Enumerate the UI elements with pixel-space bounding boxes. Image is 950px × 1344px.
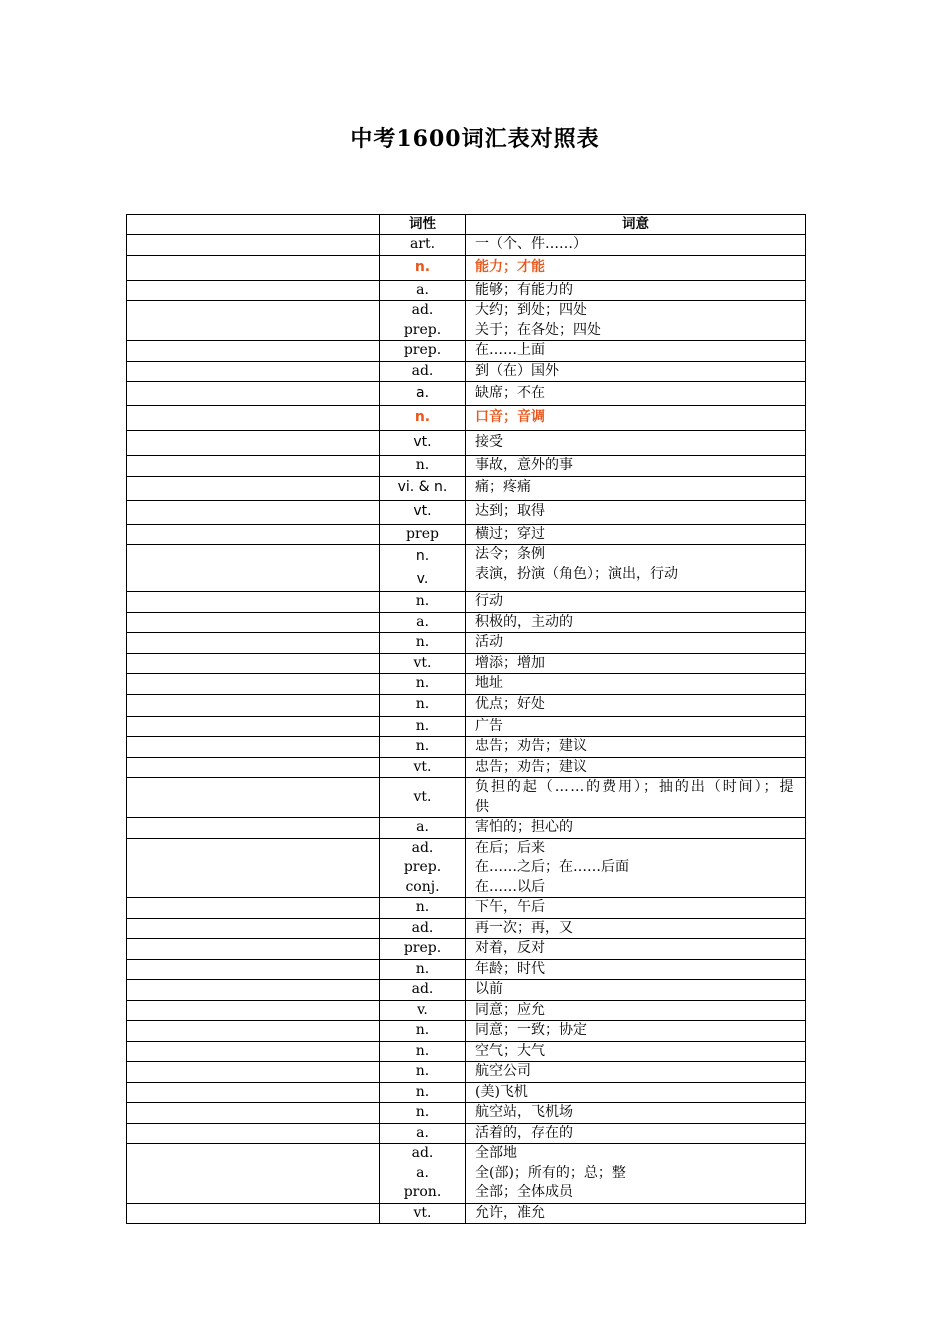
- table-row: [127, 757, 806, 778]
- word-cell: [127, 959, 380, 980]
- meaning-text: 年龄；时代: [475, 960, 545, 977]
- meaning-text: 在……以后: [475, 878, 545, 895]
- part-of-speech: art.: [409, 236, 436, 252]
- word-cell: [127, 818, 380, 839]
- meaning-cell: [466, 838, 806, 898]
- table-row: [127, 341, 806, 362]
- table-row: [127, 545, 806, 592]
- part-of-speech: n.: [415, 593, 430, 609]
- meaning-text: 接受: [475, 434, 503, 451]
- table-row: [127, 1000, 806, 1021]
- meaning-text: 允许，准允: [475, 1204, 545, 1221]
- table-row: [127, 280, 806, 301]
- meaning-cell: [466, 1123, 806, 1144]
- part-of-speech: n.: [414, 258, 431, 275]
- word-cell: [127, 653, 380, 674]
- pos-cell: [380, 545, 466, 592]
- pos-cell: [380, 592, 466, 613]
- vocabulary-table: [126, 214, 806, 1224]
- table-row: [127, 1203, 806, 1224]
- meaning-text: 同意；应允: [475, 1001, 545, 1018]
- meaning-text: 空气；大气: [475, 1042, 545, 1059]
- pos-cell: [380, 1000, 466, 1021]
- pos-cell: [380, 406, 466, 431]
- meaning-cell: [466, 633, 806, 654]
- part-of-speech: v.: [416, 571, 429, 587]
- pos-cell: [380, 959, 466, 980]
- pos-cell: [380, 653, 466, 674]
- word-cell: [127, 361, 380, 382]
- pos-cell: [380, 737, 466, 758]
- part-of-speech: a.: [415, 384, 430, 401]
- meaning-text: 地址: [475, 675, 503, 691]
- header-word: [127, 215, 380, 235]
- part-of-speech: ad.: [411, 839, 434, 856]
- meaning-text: 优点；好处: [475, 696, 545, 713]
- part-of-speech: a.: [416, 1124, 429, 1141]
- table-row: [127, 500, 806, 524]
- meaning-text: 活动: [475, 634, 503, 650]
- part-of-speech: conj.: [405, 878, 440, 895]
- pos-cell: [380, 633, 466, 654]
- meaning-text: 对着，反对: [475, 940, 545, 956]
- meaning-cell: [466, 361, 806, 382]
- meaning-text: 航空站，飞机场: [475, 1104, 573, 1120]
- pos-cell: [380, 500, 466, 524]
- word-cell: [127, 1103, 380, 1124]
- pos-cell: [380, 476, 466, 500]
- part-of-speech: prep: [406, 525, 439, 542]
- table-row: [127, 694, 806, 716]
- meaning-text: 缺席；不在: [475, 384, 545, 401]
- meaning-text: 活着的，存在的: [475, 1124, 573, 1141]
- meaning-text: 害怕的；担心的: [475, 819, 573, 835]
- meaning-text: 大约；到处；四处: [475, 302, 587, 318]
- part-of-speech: n.: [415, 457, 430, 473]
- word-cell: [127, 592, 380, 613]
- table-row: [127, 818, 806, 839]
- meaning-text: 口音；音调: [475, 409, 545, 426]
- table-row: [127, 838, 806, 898]
- pos-cell: [380, 778, 466, 818]
- meaning-text: 同意；一致；协定: [475, 1022, 587, 1038]
- table-row: [127, 1021, 806, 1042]
- meaning-cell: [466, 1000, 806, 1021]
- part-of-speech: a.: [416, 819, 429, 835]
- meaning-cell: [466, 674, 806, 695]
- word-cell: [127, 280, 380, 301]
- meaning-text: 在后；后来: [475, 839, 545, 856]
- meaning-cell: [466, 1203, 806, 1224]
- meaning-cell: [466, 653, 806, 674]
- table-row: [127, 524, 806, 545]
- word-cell: [127, 500, 380, 524]
- table-row: [127, 235, 806, 256]
- meaning-text: 忠告；劝告；建议: [475, 758, 587, 775]
- part-of-speech: a.: [416, 613, 429, 630]
- meaning-text: 下午，午后: [475, 899, 545, 915]
- pos-cell: [380, 1041, 466, 1062]
- table-row: [127, 959, 806, 980]
- meaning-cell: [466, 382, 806, 406]
- table-row: [127, 1082, 806, 1103]
- table-row: [127, 431, 806, 456]
- part-of-speech: prep.: [403, 321, 442, 338]
- part-of-speech: a.: [416, 281, 429, 298]
- word-cell: [127, 1021, 380, 1042]
- pos-cell: [380, 235, 466, 256]
- table-row: [127, 939, 806, 960]
- word-cell: [127, 838, 380, 898]
- table-row: [127, 737, 806, 758]
- pos-cell: [380, 757, 466, 778]
- meaning-text: 航空公司: [475, 1063, 531, 1079]
- table-row: [127, 456, 806, 477]
- table-row: [127, 980, 806, 1001]
- meaning-text: 能力；才能: [475, 258, 545, 275]
- header-pos: 词性: [380, 215, 466, 235]
- part-of-speech: vt.: [413, 758, 432, 775]
- pos-cell: [380, 980, 466, 1001]
- meaning-cell: [466, 280, 806, 301]
- pos-cell: [380, 1144, 466, 1204]
- word-cell: [127, 1000, 380, 1021]
- meaning-text: 增添；增加: [475, 654, 545, 671]
- part-of-speech: ad.: [411, 919, 434, 936]
- word-cell: [127, 1062, 380, 1083]
- meaning-cell: [466, 918, 806, 939]
- word-cell: [127, 898, 380, 919]
- table-row: [127, 382, 806, 406]
- meaning-cell: [466, 301, 806, 341]
- part-of-speech: n.: [415, 675, 430, 691]
- table-row: [127, 612, 806, 633]
- meaning-cell: [466, 255, 806, 280]
- pos-cell: [380, 1103, 466, 1124]
- meaning-cell: [466, 1041, 806, 1062]
- part-of-speech: vi. & n.: [397, 479, 448, 496]
- part-of-speech: v.: [417, 1001, 428, 1018]
- meaning-text: 负担的起（……的费用）；抽的出（时间）；提供: [475, 779, 795, 815]
- meaning-text: 全部地: [475, 1145, 517, 1161]
- part-of-speech: n.: [415, 1042, 430, 1059]
- part-of-speech: n.: [415, 1063, 430, 1079]
- part-of-speech: a.: [416, 1164, 429, 1181]
- pos-cell: [380, 255, 466, 280]
- meaning-cell: [466, 980, 806, 1001]
- word-cell: [127, 633, 380, 654]
- word-cell: [127, 1123, 380, 1144]
- pos-cell: [380, 818, 466, 839]
- word-cell: [127, 694, 380, 716]
- meaning-text: 忠告；劝告；建议: [475, 738, 587, 754]
- table-row: [127, 476, 806, 500]
- pos-cell: [380, 674, 466, 695]
- table-row: [127, 1144, 806, 1204]
- pos-cell: [380, 838, 466, 898]
- meaning-text: 以前: [475, 981, 503, 997]
- table-row: [127, 653, 806, 674]
- meaning-text: 全(部)；所有的；总；整: [475, 1164, 626, 1181]
- word-cell: [127, 1203, 380, 1224]
- pos-cell: [380, 1123, 466, 1144]
- word-cell: [127, 918, 380, 939]
- header-meaning: 词意: [466, 215, 806, 235]
- part-of-speech: ad.: [411, 981, 434, 997]
- word-cell: [127, 341, 380, 362]
- meaning-cell: [466, 1103, 806, 1124]
- part-of-speech: vt.: [413, 503, 432, 520]
- word-cell: [127, 235, 380, 256]
- meaning-text: 横过；穿过: [475, 525, 545, 542]
- pos-cell: [380, 612, 466, 633]
- table-header-row: [127, 215, 806, 235]
- meaning-cell: [466, 898, 806, 919]
- meaning-text: 表演，扮演（角色）；演出，行动: [475, 565, 678, 582]
- meaning-text: 能够；有能力的: [475, 281, 573, 298]
- page-title: 中考1600词汇表对照表: [350, 126, 600, 152]
- meaning-cell: [466, 235, 806, 256]
- meaning-cell: [466, 431, 806, 456]
- meaning-text: 在……上面: [475, 342, 545, 358]
- part-of-speech: n.: [414, 409, 431, 426]
- word-cell: [127, 757, 380, 778]
- meaning-text: 达到；取得: [475, 503, 545, 520]
- part-of-speech: n.: [415, 1083, 430, 1100]
- part-of-speech: pron.: [403, 1184, 442, 1200]
- part-of-speech: ad.: [411, 362, 434, 379]
- meaning-cell: [466, 818, 806, 839]
- table-row: [127, 592, 806, 613]
- part-of-speech: n.: [415, 899, 430, 915]
- meaning-cell: [466, 778, 806, 818]
- part-of-speech: n.: [415, 548, 430, 564]
- table-row: [127, 1062, 806, 1083]
- word-cell: [127, 716, 380, 737]
- pos-cell: [380, 694, 466, 716]
- pos-cell: [380, 341, 466, 362]
- meaning-cell: [466, 737, 806, 758]
- part-of-speech: prep.: [403, 859, 442, 875]
- pos-cell: [380, 716, 466, 737]
- part-of-speech: vt.: [413, 1204, 432, 1221]
- meaning-text: 法令；条例: [475, 546, 545, 562]
- meaning-cell: [466, 545, 806, 592]
- meaning-cell: [466, 1144, 806, 1204]
- word-cell: [127, 406, 380, 431]
- meaning-cell: [466, 592, 806, 613]
- word-cell: [127, 255, 380, 280]
- pos-cell: [380, 1082, 466, 1103]
- table-row: [127, 918, 806, 939]
- word-cell: [127, 939, 380, 960]
- meaning-cell: [466, 341, 806, 362]
- part-of-speech: prep.: [403, 342, 442, 358]
- part-of-speech: vt.: [413, 434, 432, 451]
- table-row: [127, 301, 806, 341]
- meaning-cell: [466, 1021, 806, 1042]
- meaning-text: 到（在）国外: [475, 362, 559, 379]
- meaning-text: (美)飞机: [475, 1083, 528, 1100]
- table-row: [127, 1123, 806, 1144]
- part-of-speech: ad.: [411, 302, 434, 318]
- meaning-cell: [466, 716, 806, 737]
- meaning-text: 一（个、件……）: [475, 236, 587, 252]
- table-row: [127, 674, 806, 695]
- part-of-speech: n.: [415, 738, 430, 754]
- table-row: [127, 633, 806, 654]
- table-row: [127, 361, 806, 382]
- part-of-speech: prep.: [403, 940, 442, 956]
- meaning-text: 行动: [475, 593, 503, 609]
- word-cell: [127, 382, 380, 406]
- word-cell: [127, 545, 380, 592]
- meaning-cell: [466, 757, 806, 778]
- word-cell: [127, 476, 380, 500]
- word-cell: [127, 1144, 380, 1204]
- meaning-text: 在……之后；在……后面: [475, 859, 629, 875]
- part-of-speech: vt.: [413, 788, 432, 805]
- pos-cell: [380, 456, 466, 477]
- part-of-speech: ad.: [411, 1145, 434, 1161]
- pos-cell: [380, 1062, 466, 1083]
- meaning-cell: [466, 500, 806, 524]
- part-of-speech: n.: [415, 1022, 430, 1038]
- word-cell: [127, 980, 380, 1001]
- meaning-cell: [466, 524, 806, 545]
- table-row: [127, 255, 806, 280]
- table-row: [127, 898, 806, 919]
- part-of-speech: n.: [415, 960, 430, 977]
- table-row: [127, 406, 806, 431]
- meaning-cell: [466, 612, 806, 633]
- meaning-cell: [466, 1082, 806, 1103]
- meaning-cell: [466, 476, 806, 500]
- pos-cell: [380, 280, 466, 301]
- pos-cell: [380, 301, 466, 341]
- meaning-text: 积极的，主动的: [475, 613, 573, 630]
- meaning-text: 广告: [475, 717, 503, 734]
- word-cell: [127, 674, 380, 695]
- meaning-cell: [466, 1062, 806, 1083]
- word-cell: [127, 778, 380, 818]
- word-cell: [127, 1082, 380, 1103]
- part-of-speech: n.: [415, 634, 430, 650]
- word-cell: [127, 524, 380, 545]
- part-of-speech: vt.: [413, 654, 432, 671]
- meaning-text: 事故，意外的事: [475, 457, 573, 473]
- meaning-text: 痛；疼痛: [475, 479, 531, 496]
- meaning-text: 再一次；再，又: [475, 919, 573, 936]
- word-cell: [127, 612, 380, 633]
- word-cell: [127, 431, 380, 456]
- part-of-speech: n.: [415, 1104, 430, 1120]
- pos-cell: [380, 524, 466, 545]
- pos-cell: [380, 898, 466, 919]
- pos-cell: [380, 1203, 466, 1224]
- meaning-text: 关于；在各处；四处: [475, 321, 601, 338]
- meaning-cell: [466, 456, 806, 477]
- pos-cell: [380, 431, 466, 456]
- pos-cell: [380, 1021, 466, 1042]
- pos-cell: [380, 939, 466, 960]
- word-cell: [127, 1041, 380, 1062]
- meaning-cell: [466, 406, 806, 431]
- meaning-text: 全部；全体成员: [475, 1184, 573, 1200]
- table-row: [127, 1103, 806, 1124]
- word-cell: [127, 737, 380, 758]
- table-row: [127, 716, 806, 737]
- word-cell: [127, 301, 380, 341]
- word-cell: [127, 456, 380, 477]
- meaning-cell: [466, 694, 806, 716]
- meaning-cell: [466, 939, 806, 960]
- pos-cell: [380, 382, 466, 406]
- part-of-speech: n.: [415, 717, 430, 734]
- meaning-cell: [466, 959, 806, 980]
- table-row: [127, 778, 806, 818]
- table-row: [127, 1041, 806, 1062]
- pos-cell: [380, 361, 466, 382]
- part-of-speech: n.: [415, 696, 430, 713]
- pos-cell: [380, 918, 466, 939]
